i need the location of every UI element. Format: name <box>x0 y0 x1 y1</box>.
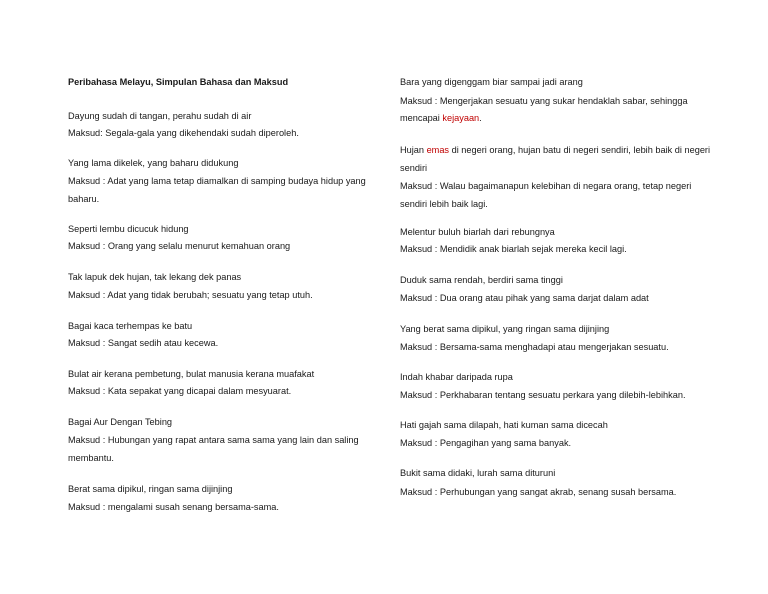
proverb: Indah khabar daripada rupa <box>400 372 513 382</box>
text-run: Hujan <box>400 145 427 155</box>
proverb-meaning: Maksud : Orang yang selalu menurut kemahuan orang <box>68 241 291 251</box>
proverb-meaning: Maksud : mengalami susah senang bersama-sama. <box>68 502 279 512</box>
proverb: Bulat air kerana pembetung, bulat manusia kerana muafakat <box>68 369 315 379</box>
proverb-meaning: Maksud: Segala-gala yang dikehendaki sudah diperoleh. <box>68 128 299 138</box>
proverb-meaning: Maksud : Perhubungan yang sangat akrab, senang susah bersama. <box>400 487 677 497</box>
proverb-meaning: Maksud : Walau bagaimanapun kelebihan di negara orang, tetap negeri <box>400 181 692 191</box>
text-run: mencapai <box>400 113 443 123</box>
proverb: Melentur buluh biarlah dari rebungnya <box>400 227 555 237</box>
proverb: Bagai kaca terhempas ke batu <box>68 321 193 331</box>
proverb: Berat sama dipikul, ringan sama dijinjing <box>68 484 233 494</box>
proverb-meaning-cont: membantu. <box>68 453 114 463</box>
proverb-meaning: Maksud : Bersama-sama menghadapi atau mengerjakan sesuatu. <box>400 342 669 352</box>
proverb-meaning: Maksud : Hubungan yang rapat antara sama sama yang lain dan saling <box>68 435 359 445</box>
proverb-meaning: Maksud : Adat yang tidak berubah; sesuatu yang tetap utuh. <box>68 290 313 300</box>
proverb: Yang berat sama dipikul, yang ringan sama dijinjing <box>400 324 610 334</box>
proverb-meaning: Maksud : Mengerjakan sesuatu yang sukar hendaklah sabar, sehingga <box>400 96 688 106</box>
proverb-meaning: Maksud : Pengagihan yang sama banyak. <box>400 438 572 448</box>
proverb: Duduk sama rendah, berdiri sama tinggi <box>400 275 563 285</box>
proverb: Tak lapuk dek hujan, tak lekang dek panas <box>68 272 242 282</box>
proverb: Hati gajah sama dilapah, hati kuman sama dicecah <box>400 420 608 430</box>
proverb-cont: sendiri <box>400 163 428 173</box>
proverb-meaning: Maksud : Perkhabaran tentang sesuatu perkara yang dilebih-lebihkan. <box>400 390 686 400</box>
text-run: di negeri orang, hujan batu di negeri sendiri, lebih baik di negeri <box>449 145 711 155</box>
proverb: Seperti lembu dicucuk hidung <box>68 224 189 234</box>
highlighted-word: kejayaan <box>442 113 480 123</box>
proverb: Yang lama dikelek, yang baharu didukung <box>68 158 239 168</box>
proverb-meaning: Maksud : Dua orang atau pihak yang sama darjat dalam adat <box>400 293 649 303</box>
proverb-meaning: Maksud : Kata sepakat yang dicapai dalam mesyuarat. <box>68 386 292 396</box>
proverb-meaning-cont: sendiri lebih baik lagi. <box>400 199 488 209</box>
proverb: Bukit sama didaki, lurah sama dituruni <box>400 468 556 478</box>
proverb-meaning: Maksud : Sangat sedih atau kecewa. <box>68 338 219 348</box>
highlighted-word: emas <box>426 145 450 155</box>
proverb-meaning: Maksud : Adat yang lama tetap diamalkan di samping budaya hidup yang <box>68 176 366 186</box>
proverb-meaning-cont: baharu. <box>68 194 100 204</box>
proverb <box>400 144 710 156</box>
text-run: . <box>479 113 482 123</box>
document-title: Peribahasa Melayu, Simpulan Bahasa dan Maksud <box>68 77 289 87</box>
proverb: Bara yang digenggam biar sampai jadi arang <box>400 77 583 87</box>
proverb-meaning-cont <box>400 112 482 124</box>
proverb: Dayung sudah di tangan, perahu sudah di air <box>68 111 252 121</box>
proverb-meaning: Maksud : Mendidik anak biarlah sejak mereka kecil lagi. <box>400 244 627 254</box>
proverb: Bagai Aur Dengan Tebing <box>68 417 173 427</box>
